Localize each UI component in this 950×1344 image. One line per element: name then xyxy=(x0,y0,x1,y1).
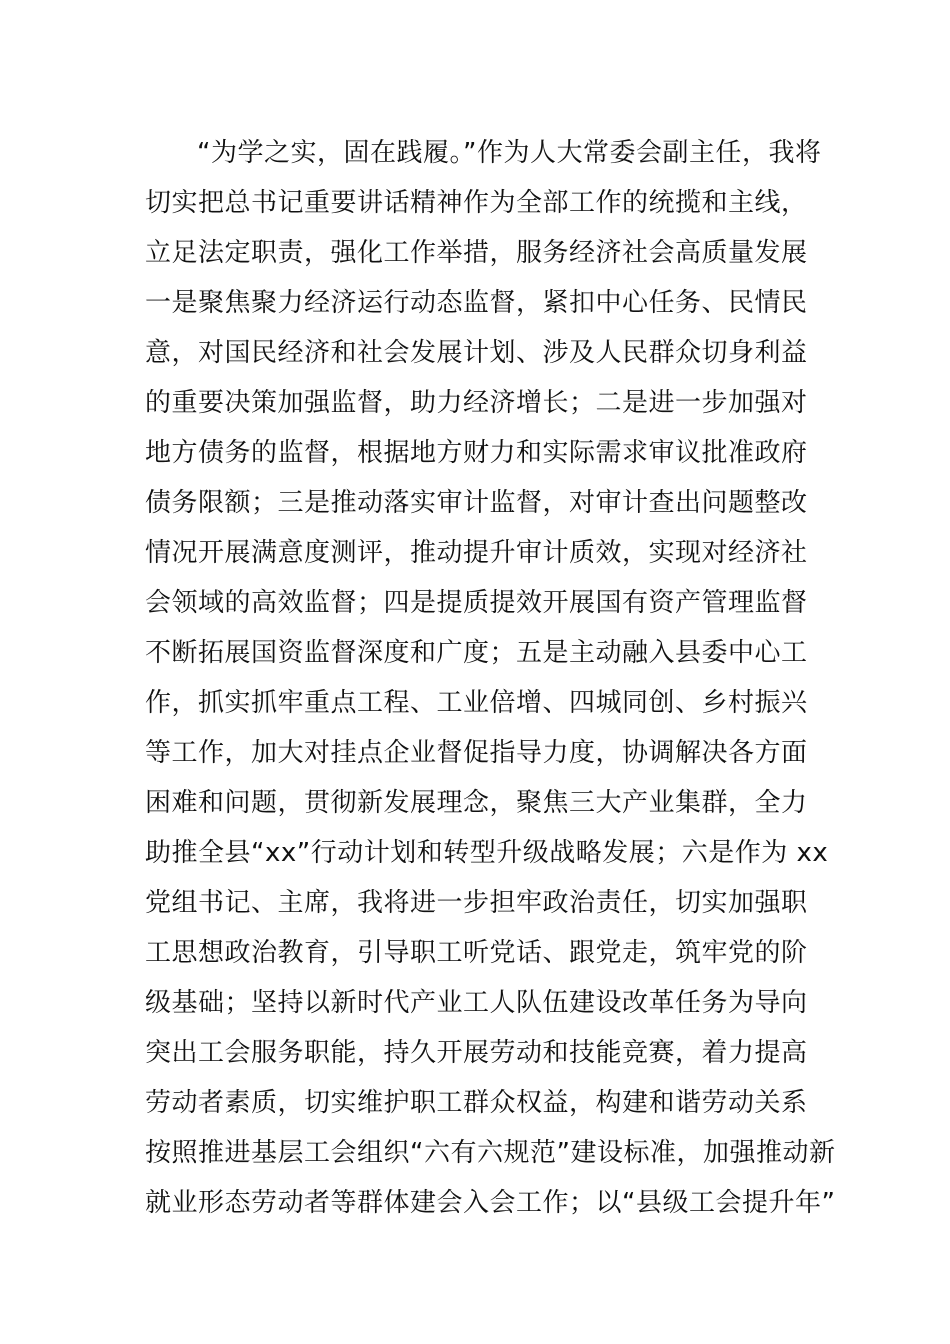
paragraph-line: 党组书记、主席，我将进一步担牢政治责任，切实加强职 xyxy=(145,888,808,918)
paragraph-line: 立足法定职责，强化工作举措，服务经济社会高质量发展 xyxy=(145,238,808,268)
paragraph-line: 债务限额；三是推动落实审计监督，对审计查出问题整改 xyxy=(145,488,808,518)
paragraph-line: 按照推进基层工会组织“六有六规范”建设标准，加强推动新 xyxy=(145,1138,836,1168)
paragraph-line: 的重要决策加强监督，助力经济增长；二是进一步加强对 xyxy=(145,388,808,418)
paragraph-line: 一是聚焦聚力经济运行动态监督，紧扣中心任务、民情民 xyxy=(145,288,808,318)
paragraph-line: 作，抓实抓牢重点工程、工业倍增、四城同创、乡村振兴 xyxy=(145,688,808,718)
paragraph-line: “为学之实，固在践履。”作为人大常委会副主任，我将 xyxy=(197,138,822,168)
paragraph-line: 意，对国民经济和社会发展计划、涉及人民群众切身利益 xyxy=(145,338,808,368)
paragraph-line: 会领域的高效监督；四是提质提效开展国有资产管理监督 xyxy=(145,588,808,618)
paragraph-line: 情况开展满意度测评，推动提升审计质效，实现对经济社 xyxy=(145,538,808,568)
paragraph-line: 工思想政治教育，引导职工听党话、跟党走，筑牢党的阶 xyxy=(145,938,808,968)
paragraph-line: 劳动者素质，切实维护职工群众权益，构建和谐劳动关系 xyxy=(145,1088,808,1118)
paragraph-line: 地方债务的监督，根据地方财力和实际需求审议批准政府 xyxy=(145,438,808,468)
paragraph-line: 突出工会服务职能，持久开展劳动和技能竞赛，着力提高 xyxy=(145,1038,808,1068)
paragraph-line: 困难和问题，贯彻新发展理念，聚焦三大产业集群，全力 xyxy=(145,788,808,818)
paragraph-line: 等工作，加大对挂点企业督促指导力度，协调解决各方面 xyxy=(145,738,808,768)
paragraph-line: 不断拓展国资监督深度和广度；五是主动融入县委中心工 xyxy=(145,638,808,668)
paragraph-line: 级基础；坚持以新时代产业工人队伍建设改革任务为导向 xyxy=(145,988,808,1018)
paragraph-line: 就业形态劳动者等群体建会入会工作；以“县级工会提升年” xyxy=(145,1188,836,1218)
paragraph-line: 助推全县“xx”行动计划和转型升级战略发展；六是作为 xx xyxy=(145,838,829,868)
paragraph-line: 切实把总书记重要讲话精神作为全部工作的统揽和主线， xyxy=(145,188,808,218)
body-paragraph xyxy=(145,128,836,1228)
